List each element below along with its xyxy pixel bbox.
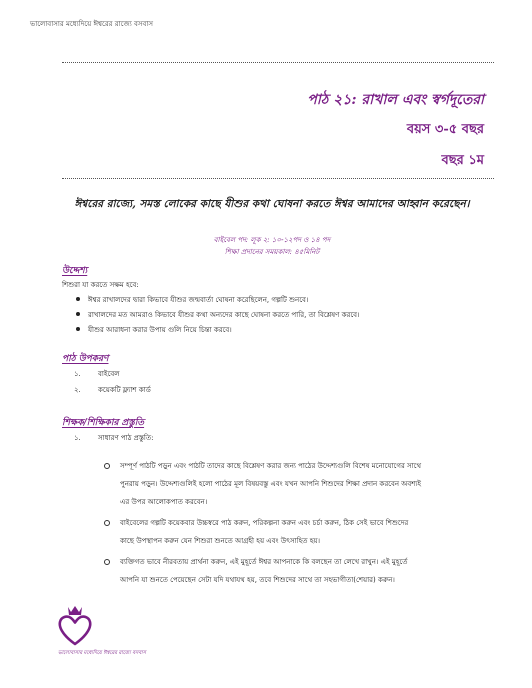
list-item — [74, 432, 494, 448]
bullet-icon — [76, 327, 80, 331]
age-range: বয়স ৩-৫ বছর — [406, 122, 484, 137]
footer-text: ভালোবাসার মধ্যেদিয়ে ঈশ্বরের রাজ্যে বসবাস — [58, 650, 146, 656]
lesson-duration: শিক্ষা প্রদানের সময়কাল: ৪৫মিনিট — [224, 248, 320, 256]
item-number: ১. — [74, 434, 81, 442]
material-text: বাইবেল — [98, 370, 120, 378]
objectives-intro: শিশুরা যা করতে সক্ষম হবে: — [62, 281, 139, 289]
prep-heading-text: শিক্ষক/শিক্ষিকার প্রস্তুতি — [62, 418, 145, 428]
prep-line: এর উপর আলোকপাত করবেন। — [120, 498, 208, 506]
list-item — [74, 324, 494, 339]
list-item — [74, 309, 494, 324]
list-item — [104, 457, 504, 511]
hollow-bullet-icon — [104, 559, 110, 565]
materials-heading — [62, 351, 108, 366]
crown-heart-logo-icon — [57, 604, 93, 648]
objectives-heading — [62, 263, 87, 278]
list-item — [104, 514, 504, 550]
objectives-list — [74, 294, 494, 339]
prep-line: পুনরায় পড়ুন। উদ্দেশ্যগুলিই হলো পাঠের মূল বিষয়বস্তু এবং যখন আপনি শিশুদের শিক্ষা প্রদান করবেন অবশ্যই — [120, 480, 422, 488]
hollow-bullet-icon — [104, 463, 110, 469]
materials-heading-text: পাঠ উপকরণ — [62, 354, 109, 364]
prep-line: সম্পূর্ণ পাঠটি পড়ুন এবং পাঠটি তাদের কাছে বিশ্লেষণ করার জন্য পাঠের উদ্দেশ্যগুলি বিশেষ মনোযোগের সাথে — [120, 462, 422, 470]
prep-text: সাধারণ পাঠ প্রস্তুতি: — [98, 434, 154, 442]
materials-list — [74, 368, 494, 400]
objective-text: যীশুর আরাধনা করার উপায় গুলি নিয়ে চিন্তা করবে। — [88, 326, 232, 334]
list-item — [74, 368, 494, 384]
objective-text: রাখালদের মত আমরাও কিভাবে যীশুর কথা অন্যদের কাছে ঘোষনা করতে পারি, তা বিশ্লেষণ করবে। — [88, 311, 360, 319]
prep-line: ব্যক্তিগত ভাবে নীরবতায় প্রার্থনা করুন, এই মুহূর্তে ঈশ্বর আপনাকে কি বলছেন তা লেখে রাখুন। এই মুহূর্তে — [120, 558, 408, 566]
item-number: ২. — [74, 386, 81, 394]
divider-middle — [62, 178, 494, 179]
hollow-bullet-icon — [104, 520, 110, 526]
bullet-icon — [76, 297, 80, 301]
prep-line: বাইবেলের গল্পটি কয়েকবার উচ্চস্বরে পাঠ করুন, পরিকল্পনা করুন এবং চর্চা করুন, ঠিক সেই ভাবে শিশুদের — [120, 519, 409, 527]
material-text: কয়েকটি ফ্ল্যাশ কার্ড — [98, 386, 151, 394]
prep-line: কাছে উপস্থাপন করুন যেন শিশুরা শুনতে আগ্রহী হয় এবং উৎসাহিত হয়। — [120, 537, 321, 545]
prep-heading — [62, 415, 144, 430]
list-item — [104, 553, 504, 589]
running-header: ভালোবাসার মধ্যেদিয়ে ঈশ্বরের রাজ্যে বসবাস — [30, 20, 154, 28]
bullet-icon — [76, 312, 80, 316]
lesson-theme: ঈশ্বরের রাজ্যে, সমস্ত লোকের কাছে যীশুর কথা ঘোষনা করতে ঈশ্বর আমাদের আহ্বান করেছেন। — [74, 198, 470, 210]
prep-sublist — [104, 457, 504, 592]
divider-top — [62, 62, 494, 63]
scripture-reference: বাইবেল পদ: লূক ২: ১০-১২পদ ও ১৪ পদ — [213, 236, 331, 244]
item-number: ১. — [74, 370, 81, 378]
objective-text: ঈশ্বর রাখালদের দ্বারা কিভাবে যীশুর জন্মবার্তা ঘোষনা করেছিলেন, গল্পটি শুনবে। — [88, 296, 309, 304]
objectives-heading-text: উদ্দেশ্য — [62, 266, 88, 276]
prep-list — [74, 432, 494, 448]
list-item — [74, 384, 494, 400]
lesson-title: পাঠ ২১: রাখাল এবং স্বর্গদূতেরা — [307, 92, 484, 108]
list-item — [74, 294, 494, 309]
year-label: বছর ১ম — [441, 153, 484, 168]
prep-line: আপনি যা শুনতে পেয়েছেন সেটা যদি যথাযথ হয়, তবে শিশুদের সাথে তা সহভাগীতা(শেয়ার) করুন। — [120, 576, 395, 584]
